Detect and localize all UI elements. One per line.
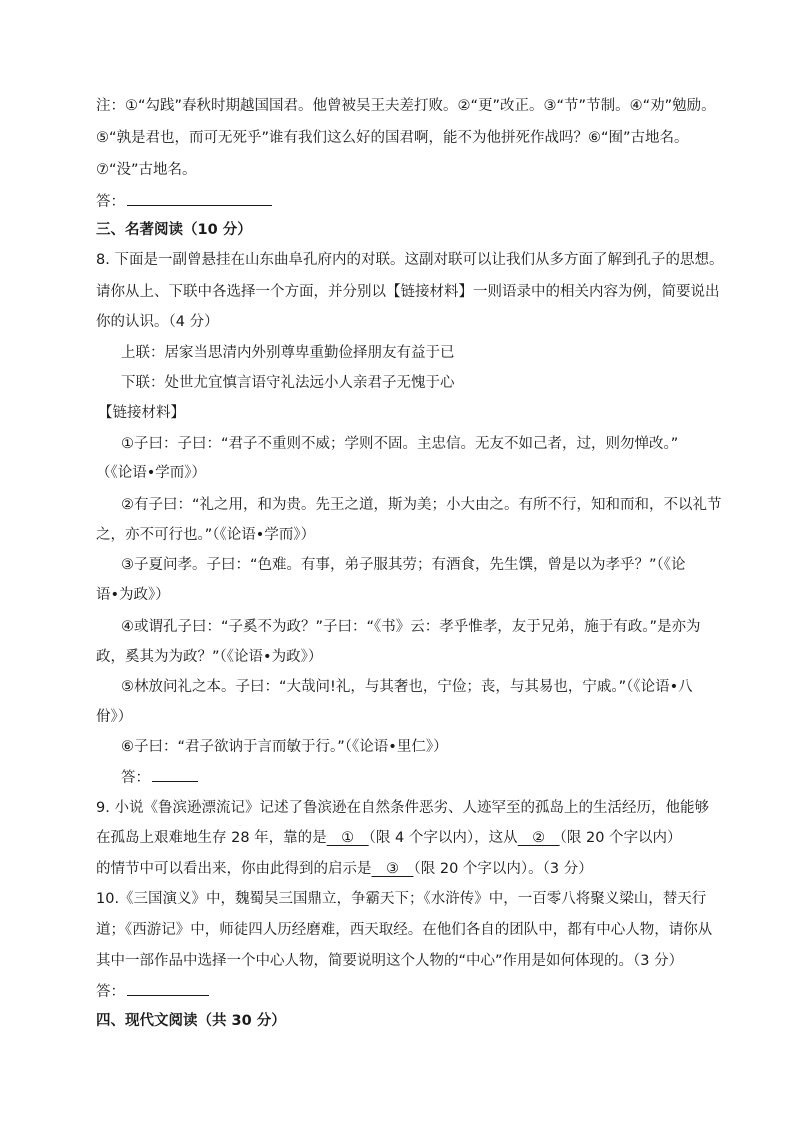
section-4-heading: 四、现代文阅读（共 30 分）: [96, 1013, 286, 1029]
q8-line-2: 请你从上、下联中各选择一个方面，并分别以【链接材料】一则语录中的相关内容为例，简要说出: [96, 284, 720, 300]
material-3b: 语•为政》）: [96, 587, 170, 603]
q9-text-e: （限 20 个字以内）。（3 分）: [413, 861, 593, 877]
material-4a: ④或谓孔子曰：“子奚不为政？”子曰：“《书》云：孝乎惟孝，友于兄弟，施于有政。”是亦为: [121, 619, 701, 635]
couplet-upper: 上联：居家当思清内外别尊卑重勤俭择朋友有益于已: [121, 345, 455, 361]
q10-answer-row: [96, 981, 716, 1002]
couplet-lower: 下联：处世尤宜慎言语守礼法远小人亲君子无愧于心: [121, 375, 455, 391]
q8-line-1: 8. 下面是一副曾悬挂在山东曲阜孔府内的对联。这副对联可以让我们从多方面了解到孔子的思想。: [96, 252, 724, 268]
note-line-3: ⑦“没”古地名。: [96, 162, 197, 178]
answer-blank[interactable]: [127, 191, 272, 206]
q8-line-3: 你的认识。（4 分）: [96, 314, 219, 330]
q10-answer-label: 答：: [96, 984, 125, 1000]
q8-answer-blank[interactable]: [152, 767, 198, 782]
q10-line-1: 10.《三国演义》中，魏蜀吴三国鼎立，争霸天下；《水浒传》中，一百零八将聚义梁山，替天行: [96, 891, 707, 907]
material-5a: ⑤林放问礼之本。子曰：“大哉问!礼，与其奢也，宁俭；丧，与其易也，宁戚。”（《论语•八: [121, 679, 693, 695]
section-3-heading: 三、名著阅读（10 分）: [96, 222, 252, 238]
q10-answer-blank[interactable]: [127, 981, 209, 996]
q9-text-b: （限 4 个字以内），这从: [368, 830, 518, 846]
material-1b: （《论语•学而》）: [96, 465, 207, 481]
q9-text-a: 在孤岛上艰难地生存 28 年，靠的是: [96, 830, 327, 846]
q9-line-1: 9. 小说《鲁滨逊漂流记》记述了鲁滨逊在自然条件恶劣、人迹罕至的孤岛上的生活经历，他能够: [96, 800, 709, 816]
note-line-1: 注：①“勾践”春秋时期越国国君。他曾被吴王夫差打败。②“更”改正。③“节”节制。④“劝”勉励。: [96, 98, 716, 114]
q9-blank-1[interactable]: ①: [326, 830, 369, 846]
answer-label: 答：: [96, 194, 125, 210]
answer-row: [96, 191, 716, 212]
material-1a: ①子曰：子曰：“君子不重则不威；学则不固。主忠信。无友不如己者，过，则勿惮改。”: [121, 436, 679, 452]
q9-text-d: 的情节中可以看出来，你由此得到的启示是: [96, 861, 372, 877]
q9-line-3: [96, 859, 716, 879]
q9-blank-2[interactable]: ②: [517, 830, 560, 846]
note-line-2: ⑤“孰是君也，而可无死乎”谁有我们这么好的国君啊，能不为他拼死作战吗？⑥“囿”古地名。: [96, 130, 689, 146]
material-2a: ②有子曰：“礼之用，和为贵。先王之道，斯为美；小大由之。有所不行，知和而和，不以礼节: [121, 497, 722, 513]
material-5b: 佾》）: [96, 709, 133, 725]
q8-answer-label: 答：: [121, 770, 150, 786]
q8-answer-row: [121, 767, 741, 788]
q9-text-c: （限 20 个字以内）: [559, 830, 682, 846]
q9-line-2: [96, 828, 716, 848]
material-3a: ③子夏问孝。子曰：“色难。有事，弟子服其劳；有酒食，先生馔，曾是以为孝乎？”（《论: [121, 557, 686, 573]
q9-blank-3[interactable]: ③: [371, 861, 414, 877]
material-title: 【链接材料】: [98, 405, 185, 421]
material-2b: 之，亦不可行也。”（《论语•学而》）: [96, 527, 316, 543]
q10-line-3: 其中一部作品中选择一个中心人物，简要说明这个人物的“中心”作用是如何体现的。（3 分）: [96, 953, 684, 969]
q10-line-2: 道；《西游记》中，师徒四人历经磨难，西天取经。在他们各自的团队中，都有中心人物，请你从: [96, 922, 713, 938]
material-6: ⑥子曰：“君子欲讷于言而敏于行。”（《论语•里仁》）: [121, 739, 448, 755]
material-4b: 政，奚其为为政？”（《论语•为政》）: [96, 649, 323, 665]
